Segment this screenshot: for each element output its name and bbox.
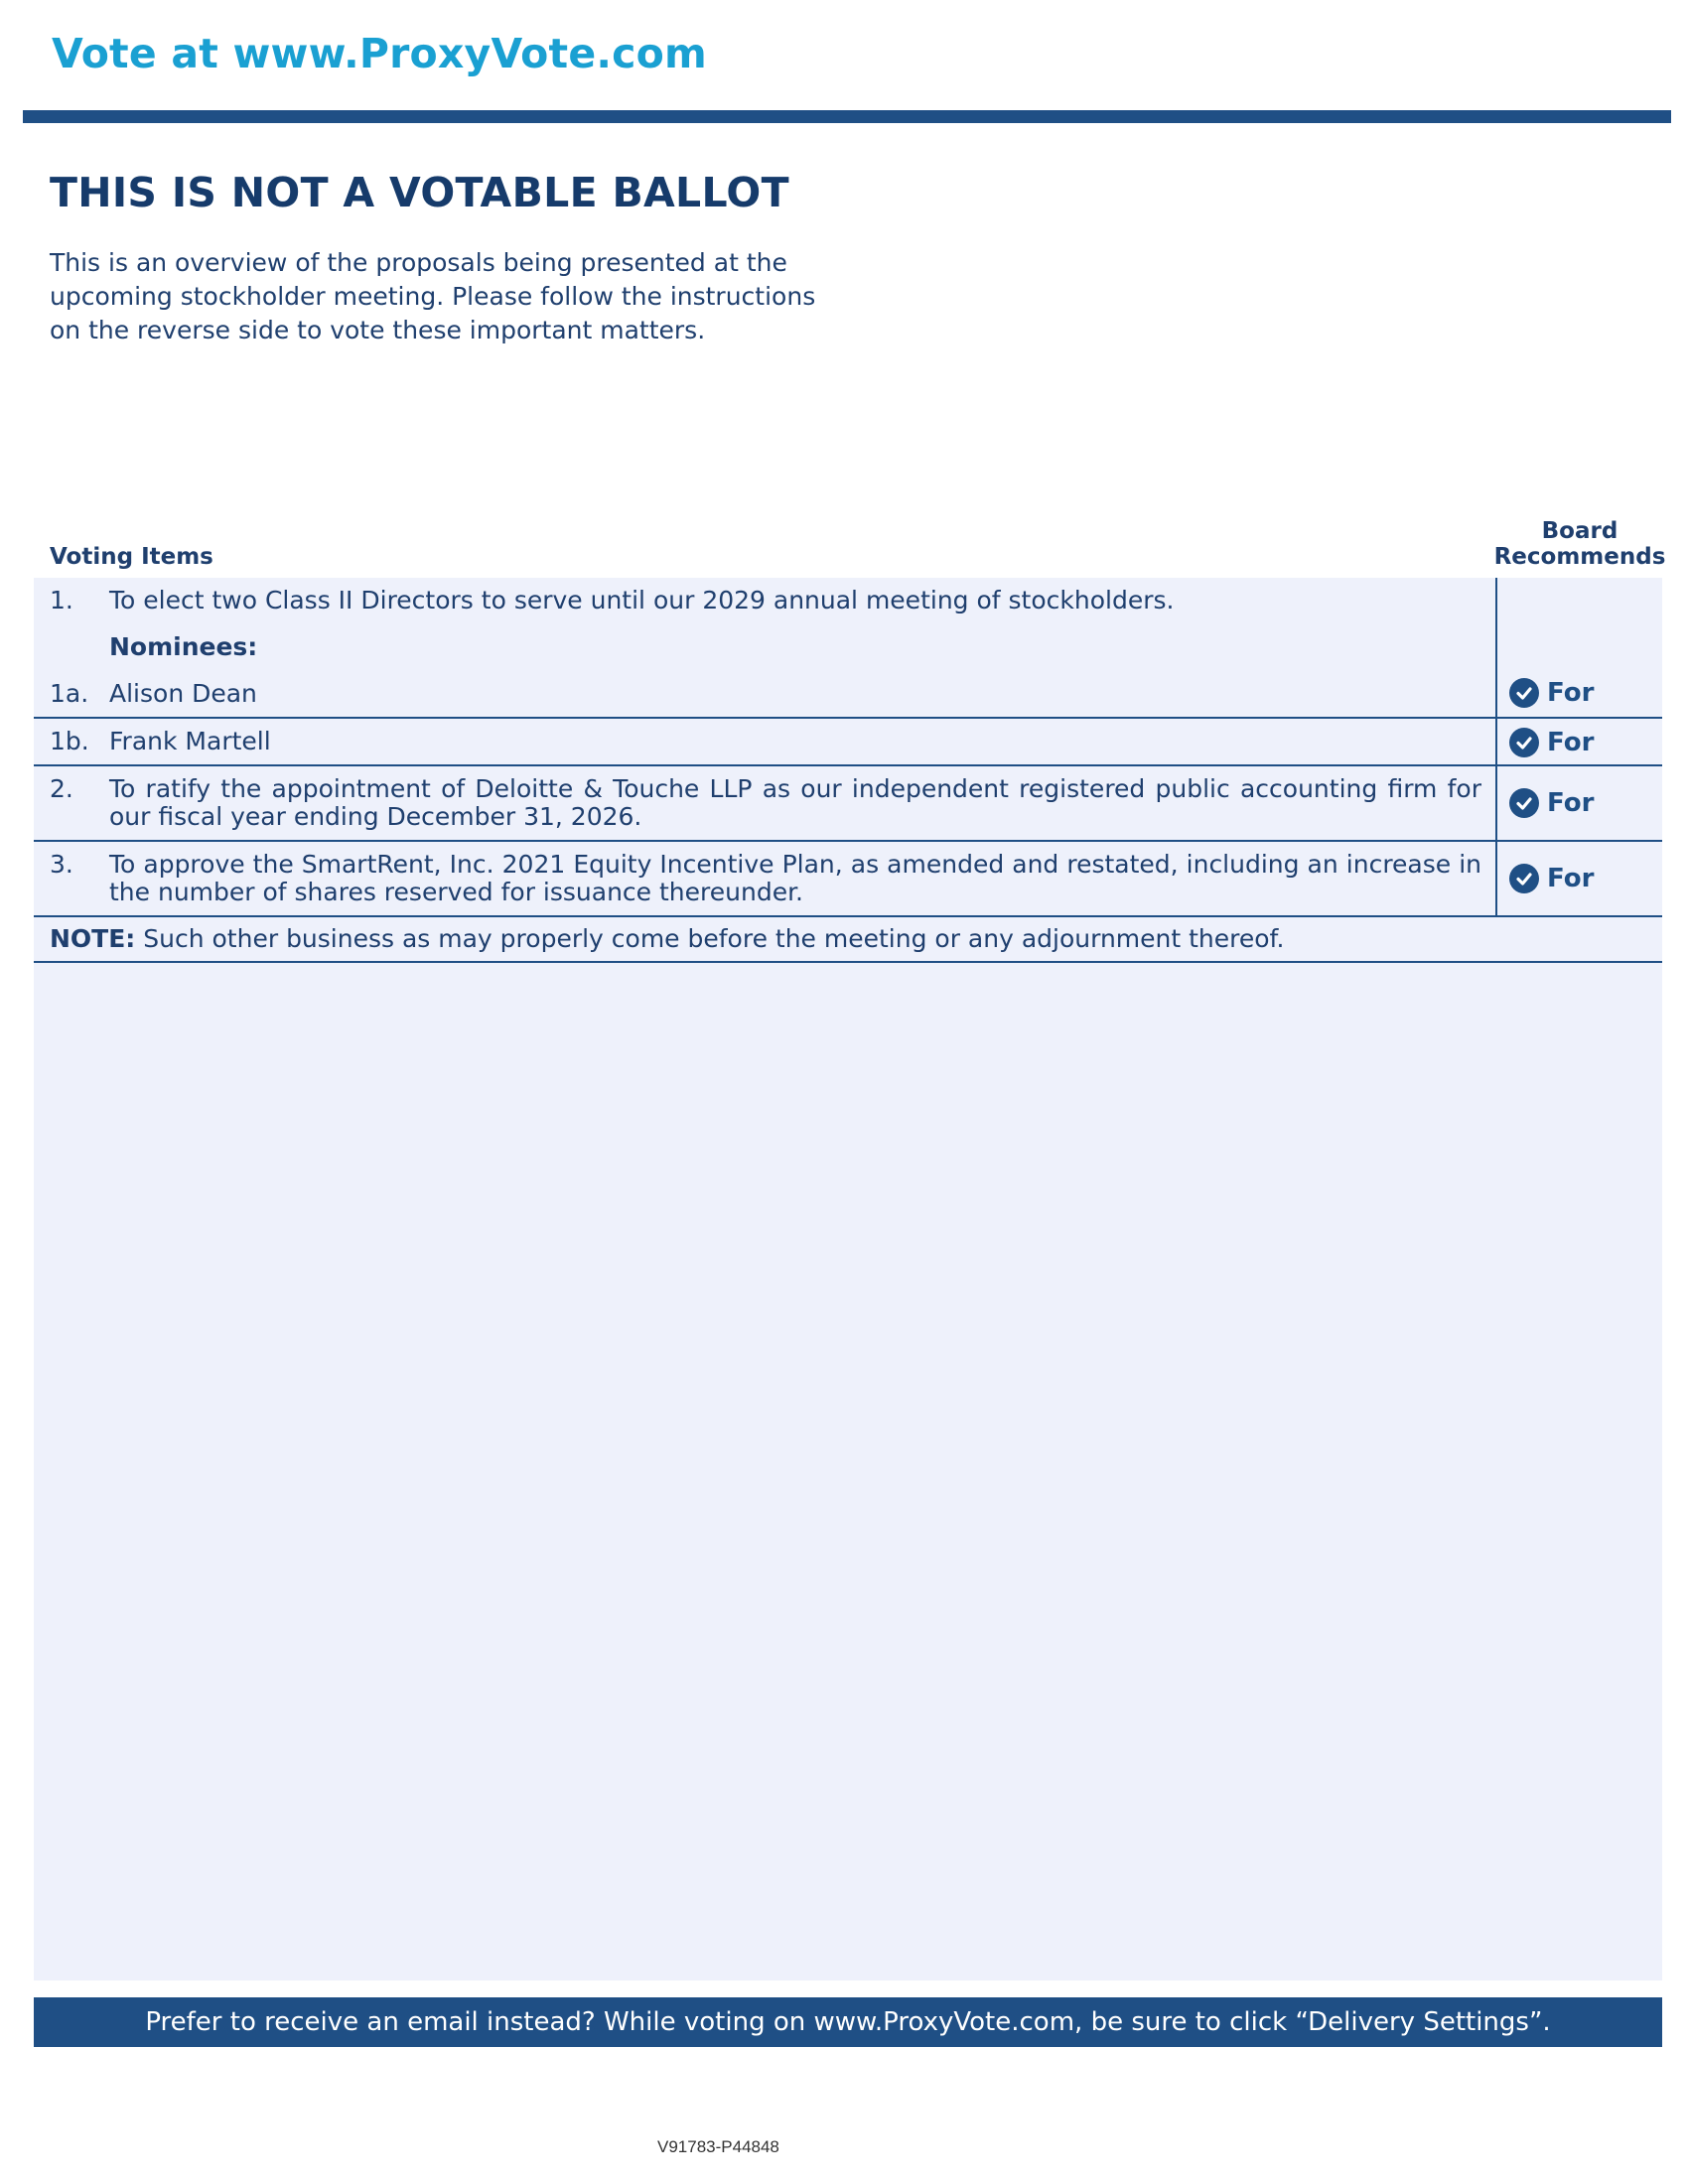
item-text: 1. To elect two Class II Directors to serve until our 2029 annual meeting of stockholders. [50,586,1175,614]
column-header-board-recommends: Board Recommends [1493,518,1666,570]
note-text: Such other business as may properly come before the meeting or any adjournment thereof. [143,924,1285,953]
page-title: THIS IS NOT A VOTABLE BALLOT [50,169,789,216]
proxyvote-link[interactable]: Vote at www.ProxyVote.com [52,30,707,77]
check-circle-icon [1509,788,1539,818]
voting-item-2 [34,766,1662,842]
recommendation-label: For [1547,788,1595,818]
nominee-1a [34,680,1495,708]
voting-item-1b [34,719,1662,766]
intro-paragraph: This is an overview of the proposals being presented at the upcoming stockholder meeting. Please follow the instructions on the reverse side to vote these important matters. [50,248,816,344]
recommendation-label: For [1547,864,1595,893]
note-row [34,917,1662,963]
nominee-name: Frank Martell [109,727,271,755]
item-number: 3. [50,850,73,879]
recommendation-label: For [1547,678,1595,708]
check-circle-icon [1509,678,1539,708]
item-number: 2. [50,774,73,803]
voting-items-table [34,578,1662,963]
nominees-label: Nominees: [109,632,258,661]
nominee-1b [34,728,1495,755]
header-divider [23,110,1671,123]
document-code: V91783-P44848 [657,2137,779,2156]
item-text: 2. To ratify the appointment of Deloitte & Touche LLP as our independent registered public accounting firm for our fiscal year ending December 31, 2026. [50,774,1481,831]
voting-item-3 [34,842,1662,917]
recommendation-2 [1499,783,1662,823]
delivery-settings-banner: Prefer to receive an email instead? While voting on www.ProxyVote.com, be sure to click “Delivery Settings”. [34,1997,1662,2047]
note-label: NOTE: [50,924,136,953]
check-circle-icon [1509,864,1539,893]
voting-item-1 [34,578,1662,719]
item-number: 1a. [50,679,89,708]
recommendation-label: For [1547,728,1595,757]
check-circle-icon [1509,728,1539,757]
recommendation-1b [1499,723,1662,762]
column-header-voting-items: Voting Items [50,544,213,570]
recommendation-3 [1499,859,1662,898]
item-number: 1. [50,586,73,614]
item-text: 3. To approve the SmartRent, Inc. 2021 Equity Incentive Plan, as amended and restated, including an increase in the number of shares reserved for issuance thereunder. [50,850,1481,906]
nominee-name: Alison Dean [109,679,257,708]
item-number: 1b. [50,727,89,755]
recommendation-1a [1499,673,1662,713]
